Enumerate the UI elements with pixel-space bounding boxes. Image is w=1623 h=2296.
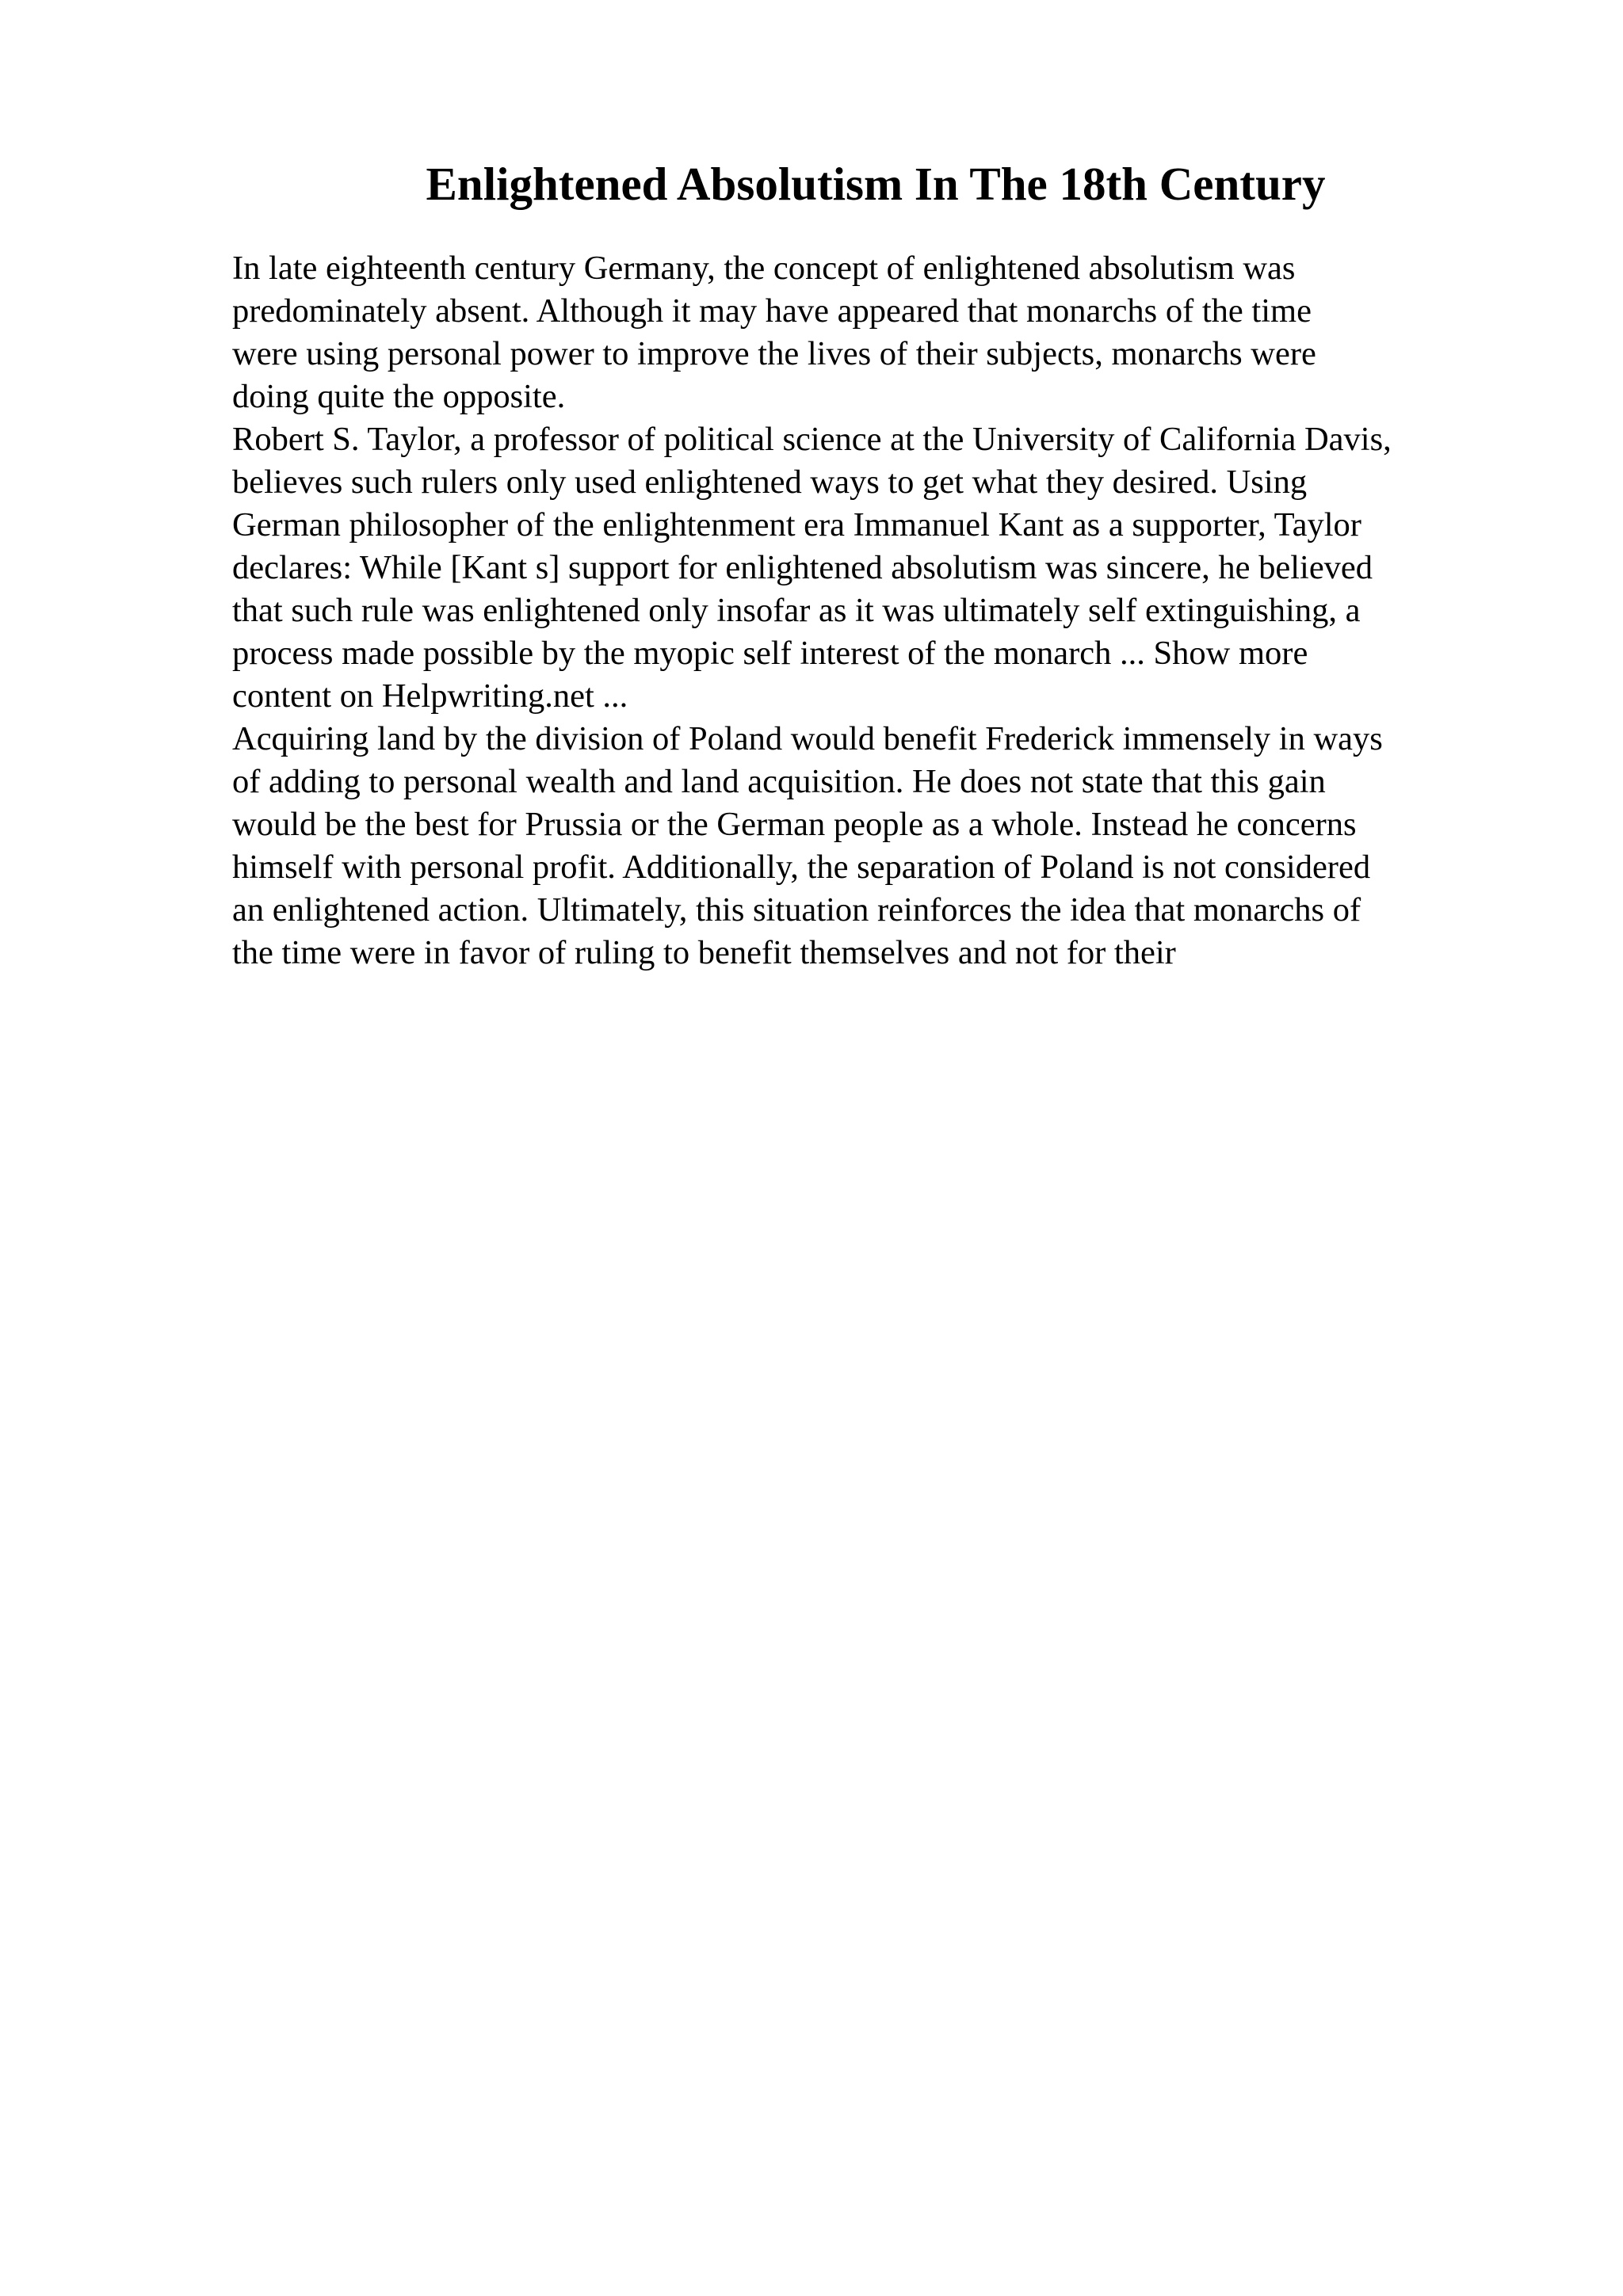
document-title: Enlightened Absolutism In The 18th Century — [426, 158, 1326, 210]
body-line: would be the best for Prussia or the German people as a whole. Instead he concerns — [232, 806, 1357, 843]
body-line: content on Helpwriting.net ... — [232, 677, 628, 715]
body-line: In late eighteenth century Germany, the concept of enlightened absolutism was — [232, 250, 1296, 287]
body-line: were using personal power to improve the lives of their subjects, monarchs were — [232, 335, 1316, 372]
body-line: himself with personal profit. Additionally, the separation of Poland is not considered — [232, 849, 1371, 886]
body-line: German philosopher of the enlightenment era Immanuel Kant as a supporter, Taylor — [232, 506, 1361, 543]
body-line: Acquiring land by the division of Poland would benefit Frederick immensely in ways — [232, 720, 1383, 757]
body-line: that such rule was enlightened only insofar as it was ultimately self extinguishing, a — [232, 592, 1361, 629]
body-line: process made possible by the myopic self interest of the monarch ... Show more — [232, 635, 1308, 672]
body-line: predominately absent. Although it may have appeared that monarchs of the time — [232, 292, 1312, 330]
body-line: an enlightened action. Ultimately, this situation reinforces the idea that monarchs of — [232, 891, 1361, 929]
document-body — [232, 247, 1540, 974]
body-line: declares: While [Kant s] support for enlightened absolutism was sincere, he believed — [232, 549, 1373, 586]
body-line: of adding to personal wealth and land acquisition. He does not state that this gain — [232, 763, 1326, 800]
body-line: Robert S. Taylor, a professor of political science at the University of California Davis, — [232, 421, 1392, 458]
body-line: the time were in favor of ruling to benefit themselves and not for their — [232, 934, 1176, 971]
body-line: believes such rulers only used enlightened ways to get what they desired. Using — [232, 463, 1308, 501]
body-line: doing quite the opposite. — [232, 378, 566, 415]
